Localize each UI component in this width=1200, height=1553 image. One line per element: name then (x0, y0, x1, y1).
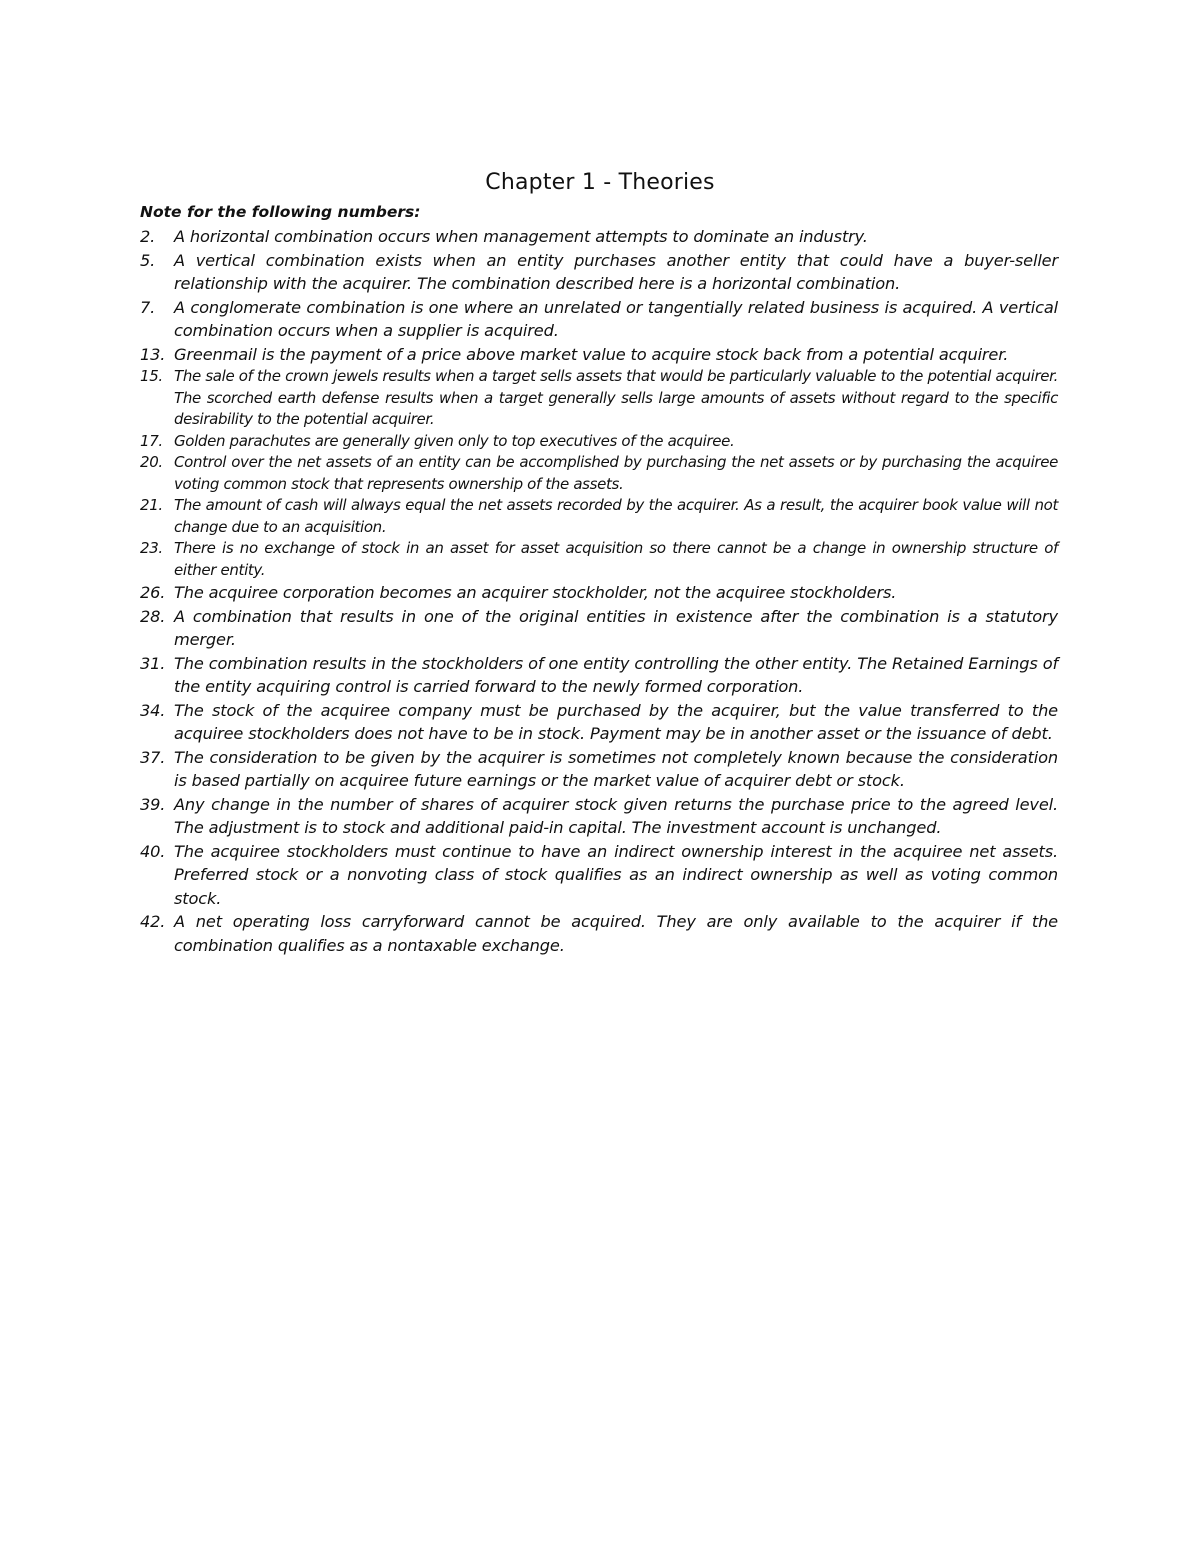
list-item (140, 225, 1058, 249)
list-item (140, 431, 1058, 453)
list-item (140, 605, 1058, 652)
item-number: 42. (140, 912, 166, 931)
item-text: Greenmail is the payment of a price above market value to acquire stock back from a potential acquirer. (174, 344, 1009, 364)
list-item (140, 699, 1058, 746)
item-number: 17. (140, 431, 163, 450)
item-number: 21. (140, 496, 163, 514)
list-item (140, 652, 1058, 699)
item-text: Control over the net assets of an entity can be accomplished by purchasing the net assets or by purchasing the acquiree voting common stock that represents ownership of the assets. (174, 453, 1058, 493)
item-number: 40. (140, 841, 166, 861)
list-item (140, 495, 1058, 538)
list-item (140, 746, 1058, 793)
item-number: 7. (140, 297, 156, 317)
item-text: The consideration to be given by the acquirer is sometimes not completely known because the consideration is based partially on acquiree future earnings or the market value of acquirer debt or stock. (174, 747, 1058, 790)
item-number: 37. (140, 747, 166, 767)
list-item (140, 343, 1058, 367)
item-number: 5. (140, 250, 156, 270)
note-heading: Note for the following numbers: (140, 203, 421, 221)
item-number: 20. (140, 453, 163, 471)
item-number: 15. (140, 367, 163, 385)
item-text: A net operating loss carryforward cannot be acquired. They are only available to the acquirer if the combination qualifies as a nontaxable exchange. (174, 912, 1058, 955)
list-item (140, 366, 1058, 431)
item-text: The amount of cash will always equal the net assets recorded by the acquirer. As a result, the acquirer book value will not change due to an acquisition. (174, 496, 1058, 536)
item-number: 28. (140, 606, 166, 626)
item-text: The combination results in the stockholders of one entity controlling the other entity. The Retained Earnings of the entity acquiring control is carried forward to the newly formed corporation. (174, 653, 1058, 696)
item-number: 2. (140, 227, 156, 246)
list-item (140, 296, 1058, 343)
item-number: 13. (140, 344, 166, 364)
list-item (140, 581, 1058, 605)
item-text: Any change in the number of shares of acquirer stock given returns the purchase price to the agreed level. The adjustment is to stock and additional paid-in capital. The investment account is unchanged. (174, 794, 1058, 837)
item-text: There is no exchange of stock in an asset for asset acquisition so there cannot be a change in ownership structure of either entity. (174, 539, 1058, 579)
item-number: 31. (140, 653, 166, 673)
page-title: Chapter 1 - Theories (485, 170, 715, 195)
item-text: The stock of the acquiree company must be purchased by the acquirer, but the value transferred to the acquiree stockholders does not have to be in stock. Payment may be in another asset or the issuance of debt. (174, 700, 1058, 743)
item-number: 26. (140, 583, 166, 602)
item-number: 23. (140, 539, 163, 557)
item-text: The acquiree stockholders must continue to have an indirect ownership interest in the acquiree net assets. Preferred stock or a nonvoting class of stock qualifies as an indirect ownership as well as voting common stock. (174, 841, 1058, 908)
item-text: The sale of the crown jewels results when a target sells assets that would be particularly valuable to the potential acquirer. The scorched earth defense results when a target generally sells large amounts of assets without regard to the specific desirability to the potential acquirer. (174, 367, 1058, 428)
list-item (140, 840, 1058, 911)
item-text: A vertical combination exists when an entity purchases another entity that could have a buyer-seller relationship with the acquirer. The combination described here is a horizontal combination. (174, 250, 1058, 293)
notes-list (140, 225, 1058, 957)
list-item (140, 793, 1058, 840)
item-number: 34. (140, 700, 166, 720)
item-text: A combination that results in one of the original entities in existence after the combination is a statutory merger. (174, 606, 1058, 649)
item-text: Golden parachutes are generally given only to top executives of the acquiree. (174, 431, 735, 450)
list-item (140, 538, 1058, 581)
list-item (140, 452, 1058, 495)
list-item (140, 910, 1058, 957)
list-item (140, 249, 1058, 296)
item-number: 39. (140, 794, 166, 814)
item-text: A horizontal combination occurs when management attempts to dominate an industry. (174, 227, 868, 246)
item-text: The acquiree corporation becomes an acquirer stockholder, not the acquiree stockholders. (174, 583, 897, 602)
item-text: A conglomerate combination is one where an unrelated or tangentially related business is acquired. A vertical combination occurs when a supplier is acquired. (174, 297, 1058, 340)
